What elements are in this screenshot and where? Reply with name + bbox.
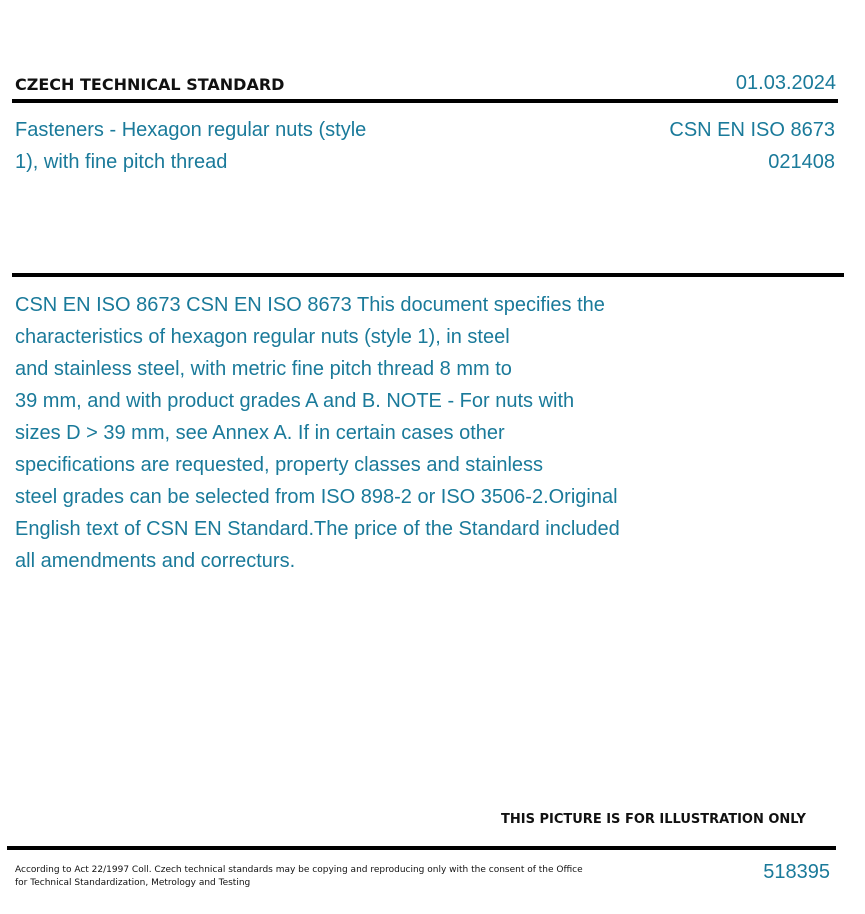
abstract-line: English text of CSN EN Standard.The price of the Standard included [15,518,620,540]
abstract-line: all amendments and correcturs. [15,550,296,572]
abstract-line: CSN EN ISO 8673 CSN EN ISO 8673 This document specifies the [15,294,605,316]
standard-title [15,114,415,178]
abstract-line: characteristics of hexagon regular nuts (style 1), in steel [15,326,510,348]
standard-title-line: Fasteners - Hexagon regular nuts (style [15,119,367,141]
legal-notice-line: According to Act 22/1997 Coll. Czech technical standards may be copying and reproducing only with the consent of the Office [15,865,583,875]
standard-title-line: 1), with fine pitch thread [15,151,228,173]
standard-code: CSN EN ISO 8673 [669,119,835,141]
footer-divider [7,846,836,850]
document-type-label: CZECH TECHNICAL STANDARD [15,75,285,94]
abstract-line: steel grades can be selected from ISO 898-2 or ISO 3506-2.Original [15,486,618,508]
legal-notice [15,864,595,890]
header-divider [12,99,838,103]
document-number: 518395 [763,861,830,883]
abstract-line: and stainless steel, with metric fine pitch thread 8 mm to [15,358,512,380]
section-divider [12,273,844,277]
standard-identifiers [669,114,835,178]
publication-date: 01.03.2024 [735,72,836,94]
classification-number: 021408 [768,151,835,173]
abstract-line: specifications are requested, property classes and stainless [15,454,544,476]
legal-notice-line: for Technical Standardization, Metrology and Testing [15,878,251,888]
abstract-text [15,289,675,577]
abstract-line: 39 mm, and with product grades A and B. NOTE - For nuts with [15,390,575,412]
abstract-line: sizes D > 39 mm, see Annex A. If in certain cases other [15,422,505,444]
illustration-disclaimer: THIS PICTURE IS FOR ILLUSTRATION ONLY [501,812,806,827]
